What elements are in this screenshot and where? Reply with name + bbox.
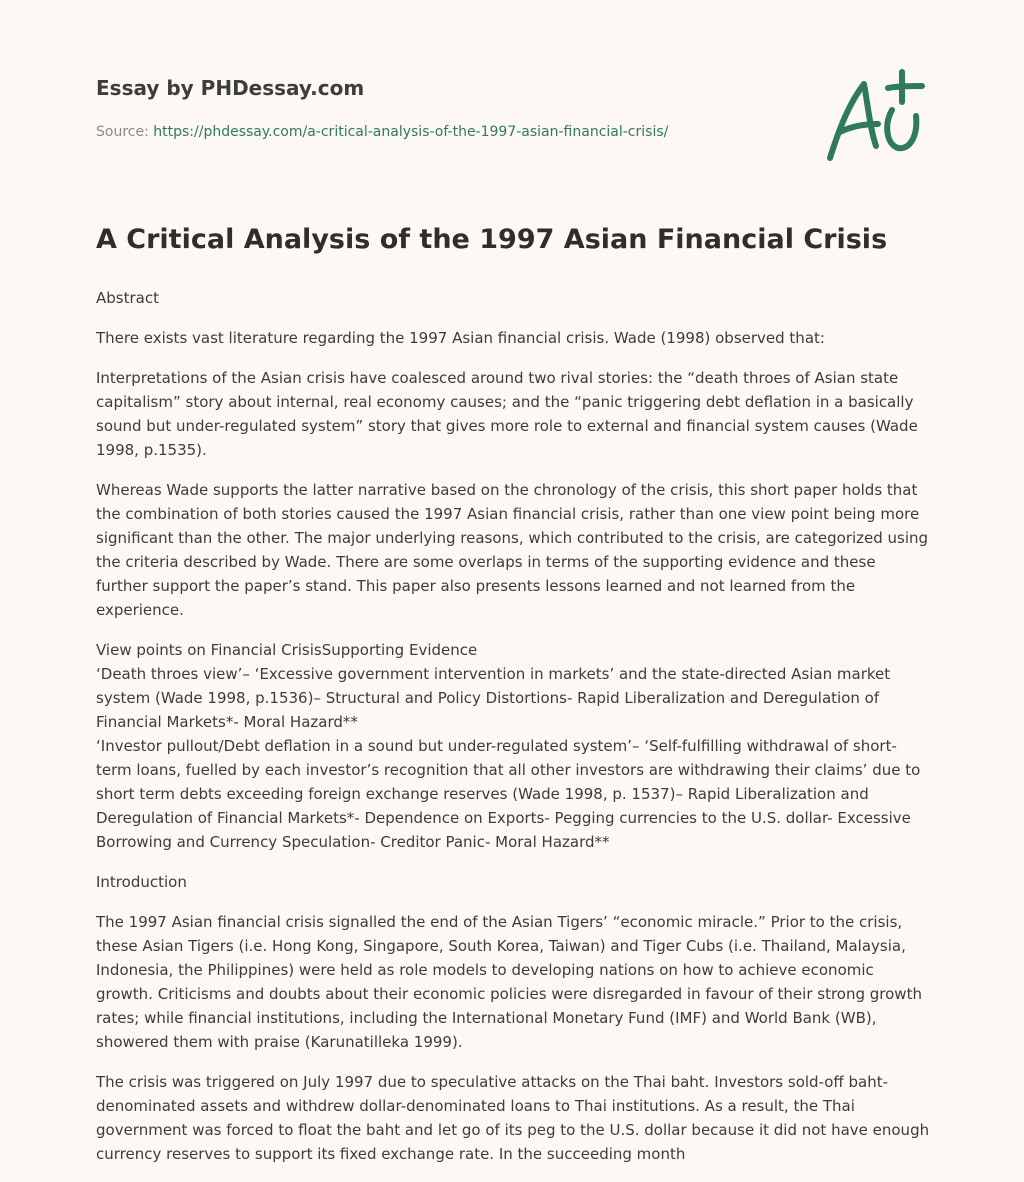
abstract-heading: Abstract	[96, 289, 159, 307]
essay-body	[96, 286, 932, 1182]
source-link[interactable]: https://phdessay.com/a-critical-analysis-of-the-1997-asian-financial-crisis/	[153, 124, 669, 140]
table-row: ‘Investor pullout/Debt deflation in a sound but under-regulated system’– ‘Self-fulfilling withdrawal of short-term loans, fuelled by each investor’s recognition that all other investors are withdrawing their claims’ due to short term debts exceeding foreign exchange reserves (Wade 1998, p. 1537)– Rapid Liberalization and Deregulation of Financial Markets*- Dependence on Exports- Pegging currencies to the U.S. dollar- Excessive Borrowing and Currency Speculation- Creditor Panic- Moral Hazard**	[96, 737, 921, 851]
source-label: Source:	[96, 124, 154, 140]
table-header-row: View points on Financial CrisisSupporting Evidence	[96, 641, 478, 659]
introduction-heading: Introduction	[96, 873, 187, 891]
paragraph: The 1997 Asian financial crisis signalled the end of the Asian Tigers’ “economic miracle.” Prior to the crisis, these Asian Tigers (i.e. Hong Kong, Singapore, South Korea, Taiwan) and Tiger Cubs (i.e. Thailand, Malaysia, Indonesia, the Philippines) were held as role models to developing nations on how to achieve economic growth. Criticisms and doubts about their economic policies were disregarded in favour of their strong growth rates; while financial institutions, including the International Monetary Fund (IMF) and World Bank (WB), showered them with praise (Karunatilleka 1999).	[96, 913, 922, 1051]
site-header	[96, 76, 928, 100]
paragraph: Whereas Wade supports the latter narrative based on the chronology of the crisis, this short paper holds that the combination of both stories caused the 1997 Asian financial crisis, rather than one view point being more significant than the other. The major underlying reasons, which contributed to the crisis, are categorized using the criteria described by Wade. There are some overlaps in terms of the supporting evidence and these further support the paper’s stand. This paper also presents lessons learned and not learned from the experience.	[96, 481, 929, 619]
table-row: ‘Death throes view’– ‘Excessive government intervention in markets’ and the state-directed Asian market system (Wade 1998, p.1536)– Structural and Policy Distortions- Rapid Liberalization and Deregulation of Financial Markets*- Moral Hazard**	[96, 665, 891, 731]
paragraph: There exists vast literature regarding the 1997 Asian financial crisis. Wade (1998) observed that:	[96, 329, 825, 347]
viewpoints-table	[96, 638, 932, 854]
paragraph: The crisis was triggered on July 1997 due to speculative attacks on the Thai baht. Investors sold-off baht-denominated assets and withdrew dollar-denominated loans to Thai institutions. As a result, the Thai government was forced to float the baht and let go of its peg to the U.S. dollar because it did not have enough currency reserves to support its fixed exchange rate. In the succeeding month	[96, 1073, 930, 1163]
brand-title: Essay by PHDessay.com	[96, 76, 365, 100]
source-line	[96, 124, 668, 140]
page-title: A Critical Analysis of the 1997 Asian Financial Crisis	[96, 224, 888, 255]
a-plus-logo	[818, 66, 928, 166]
block-quote: Interpretations of the Asian crisis have coalesced around two rival stories: the “death throes of Asian state capitalism” story about internal, real economy causes; and the “panic triggering debt deflation in a basically sound but under-regulated system” story that gives more role to external and financial system causes (Wade 1998, p.1535).	[96, 369, 918, 459]
